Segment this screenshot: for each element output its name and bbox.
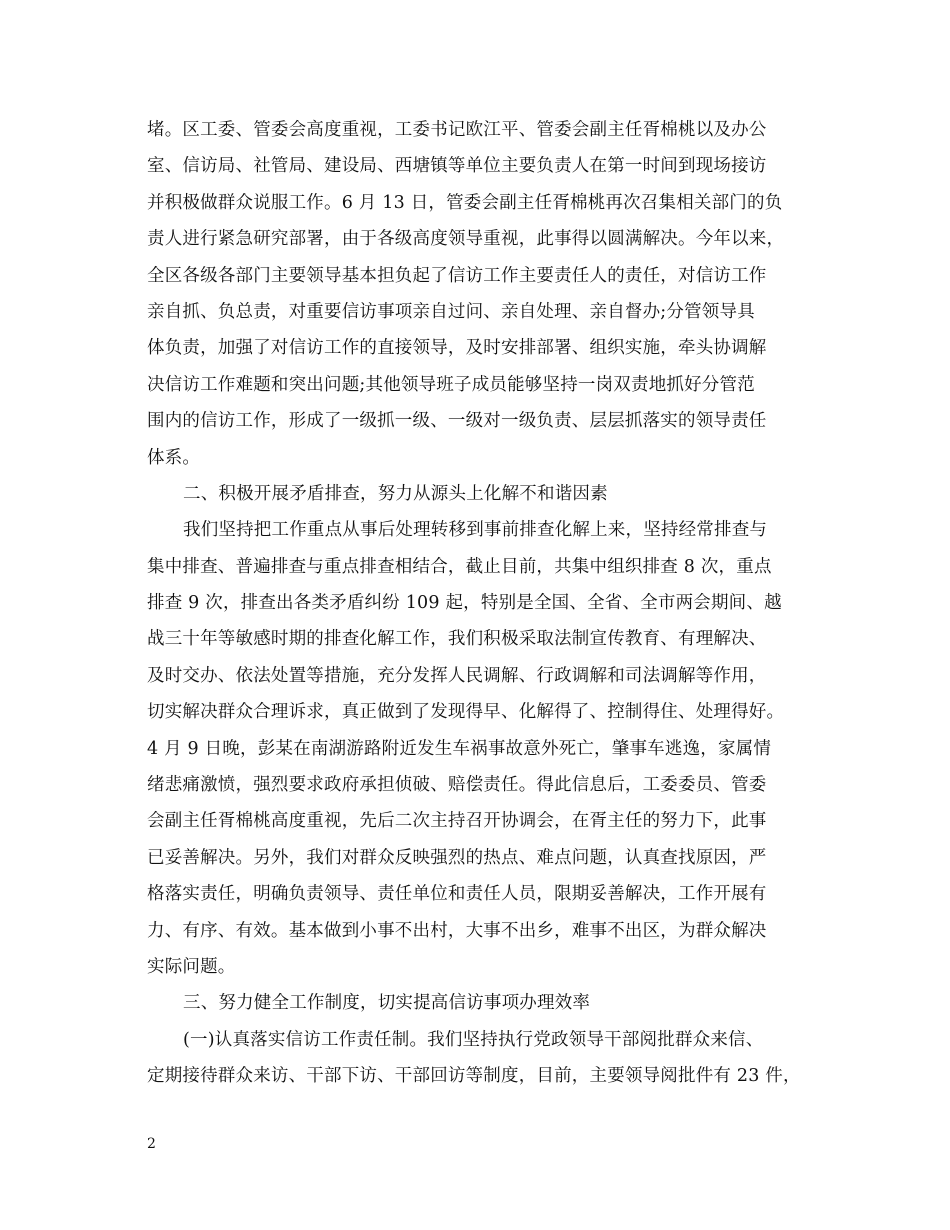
text-line: 决信访工作难题和突出问题;其他领导班子成员能够坚持一岗双责地抓好分管范 [147, 374, 755, 395]
text-line: 责人进行紧急研究部署，由于各级高度领导重视，此事得以圆满解决。今年以来， [147, 229, 785, 250]
text-line: 会副主任胥棉桃高度重视，先后二次主持召开协调会，在胥主任的努力下，此事 [147, 811, 767, 832]
text-line: 实际问题。 [147, 956, 236, 977]
text-line: 及时交办、依法处置等措施，充分发挥人民调解、行政调解和司法调解等作用， [147, 665, 767, 686]
text-line: (一)认真落实信访工作责任制。我们坚持执行党政领导干部阅批群众来信、 [183, 1029, 764, 1050]
text-line: 排查 9 次，排查出各类矛盾纠纷 109 起，特别是全国、全省、全市两会期间、越 [147, 593, 782, 614]
text-line: 三、努力健全工作制度，切实提高信访事项办理效率 [183, 993, 591, 1014]
text-line: 并积极做群众说服工作。6 月 13 日，管委会副主任胥棉桃再次召集相关部门的负 [147, 192, 783, 213]
text-line: 我们坚持把工作重点从事后处理转移到事前排查化解上来，坚持经常排查与 [183, 520, 768, 541]
text-line: 围内的信访工作，形成了一级抓一级、一级对一级负责、层层抓落实的领导责任 [147, 411, 767, 432]
text-line: 定期接待群众来访、干部下访、干部回访等制度，目前，主要领导阅批件有 23 件， [147, 1066, 801, 1087]
text-line: 全区各级各部门主要领导基本担负起了信访工作主要责任人的责任，对信访工作 [147, 265, 767, 286]
text-line: 集中排查、普遍排查与重点排查相结合，截止目前，共集中组织排查 8 次，重点 [147, 556, 772, 577]
text-line: 切实解决群众合理诉求，真正做到了发现得早、化解得了、控制得住、处理得好。 [147, 702, 785, 723]
text-line: 室、信访局、社管局、建设局、西塘镇等单位主要负责人在第一时间到现场接访 [147, 156, 767, 177]
text-line: 体负责，加强了对信访工作的直接领导，及时安排部署、组织实施，牵头协调解 [147, 338, 767, 359]
page-number: 2 [147, 1136, 156, 1152]
text-line: 二、积极开展矛盾排查，努力从源头上化解不和谐因素 [183, 483, 608, 504]
text-line: 体系。 [147, 447, 201, 468]
text-line: 堵。区工委、管委会高度重视，工委书记欧江平、管委会副主任胥棉桃以及办公 [147, 120, 767, 140]
text-line: 格落实责任，明确负责领导、责任单位和责任人员，限期妥善解决，工作开展有 [147, 884, 767, 905]
text-line: 力、有序、有效。基本做到小事不出村，大事不出乡，难事不出区，为群众解决 [147, 920, 767, 941]
text-line: 亲自抓、负总责，对重要信访事项亲自过问、亲自处理、亲自督办;分管领导具 [147, 301, 755, 322]
text-line: 战三十年等敏感时期的排查化解工作，我们积极采取法制宣传教育、有理解决、 [147, 629, 767, 650]
text-line: 已妥善解决。另外，我们对群众反映强烈的热点、难点问题，认真查找原因，严 [147, 847, 767, 868]
body-text [147, 112, 817, 1095]
text-line: 4 月 9 日晚，彭某在南湖游路附近发生车祸事故意外死亡，肇事车逃逸，家属情 [147, 738, 772, 759]
text-line: 绪悲痛激愤，强烈要求政府承担侦破、赔偿责任。得此信息后，工委委员、管委 [147, 775, 767, 796]
